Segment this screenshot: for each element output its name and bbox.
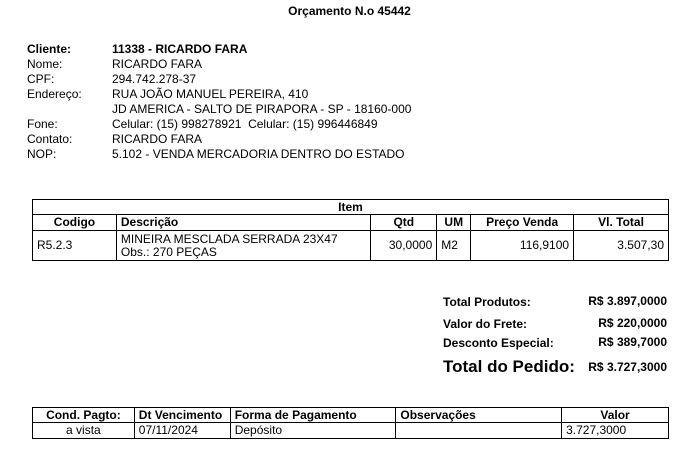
col-header-qtd: Qtd xyxy=(371,215,437,231)
col-header-forma: Forma de Pagamento xyxy=(230,408,396,423)
contato-value: RICARDO FARA xyxy=(112,132,203,146)
endereco-label: Endereço: xyxy=(27,87,82,101)
cpf-label: CPF: xyxy=(27,72,55,86)
cell-preco: 116,9100 xyxy=(471,231,574,261)
desconto-value: R$ 389,7000 xyxy=(598,335,667,349)
nop-value: 5.102 - VENDA MERCADORIA DENTRO DO ESTADO xyxy=(112,147,405,161)
col-header-total: Vl. Total xyxy=(574,215,669,231)
fone-value: Celular: (15) 998278921 Celular: (15) 996446849 xyxy=(112,117,378,131)
col-header-codigo: Codigo xyxy=(33,215,117,231)
table-row xyxy=(33,423,669,439)
fone-label: Fone: xyxy=(27,117,58,131)
nome-label: Nome: xyxy=(27,57,63,71)
col-header-valor: Valor xyxy=(562,408,669,423)
table-row xyxy=(33,231,669,261)
cell-codigo: R5.2.3 xyxy=(33,231,117,261)
desconto-label: Desconto Especial: xyxy=(443,336,554,350)
nop-label: NOP: xyxy=(27,147,57,161)
item-obs: Obs.: 270 PEÇAS xyxy=(120,244,217,259)
valor-frete-value: R$ 220,0000 xyxy=(598,316,667,330)
col-header-observacoes: Observações xyxy=(396,408,562,423)
col-header-preco: Preço Venda xyxy=(471,215,574,231)
item-description: MINEIRA MESCLADA SERRADA 23X47 xyxy=(120,231,338,246)
total-produtos-label: Total Produtos: xyxy=(443,295,531,309)
cell-vencimento: 07/11/2024 xyxy=(134,423,230,439)
col-header-um: UM xyxy=(437,215,471,231)
cell-total: 3.507,30 xyxy=(574,231,669,261)
contato-label: Contato: xyxy=(27,132,73,146)
cell-descricao xyxy=(116,231,370,261)
cell-forma: Depósito xyxy=(230,423,396,439)
cpf-value: 294.742.278-37 xyxy=(112,72,197,86)
cell-um: M2 xyxy=(437,231,471,261)
items-caption: Item xyxy=(33,200,669,215)
cliente-value: 11338 - RICARDO FARA xyxy=(112,42,248,56)
cell-qtd: 30,0000 xyxy=(371,231,437,261)
total-produtos-value: R$ 3.897,0000 xyxy=(588,294,667,308)
payment-table xyxy=(32,407,669,439)
cell-valor: 3.727,3000 xyxy=(562,423,669,439)
col-header-cond: Cond. Pagto: xyxy=(33,408,135,423)
total-pedido-value: R$ 3.727,3000 xyxy=(588,360,667,374)
total-pedido-label: Total do Pedido: xyxy=(443,357,575,376)
cell-cond: a vista xyxy=(33,423,135,439)
items-table xyxy=(32,199,669,261)
document-title: Orçamento N.o 45442 xyxy=(288,4,411,18)
endereco-line1: RUA JOÃO MANUEL PEREIRA, 410 xyxy=(112,87,309,101)
cell-observacoes xyxy=(396,423,562,439)
col-header-descricao: Descrição xyxy=(116,215,370,231)
endereco-line2: JD AMERICA - SALTO DE PIRAPORA - SP - 18160-000 xyxy=(112,102,412,116)
nome-value: RICARDO FARA xyxy=(112,57,203,71)
cliente-label: Cliente: xyxy=(27,42,72,56)
col-header-vencimento: Dt Vencimento xyxy=(134,408,230,423)
valor-frete-label: Valor do Frete: xyxy=(443,317,528,331)
